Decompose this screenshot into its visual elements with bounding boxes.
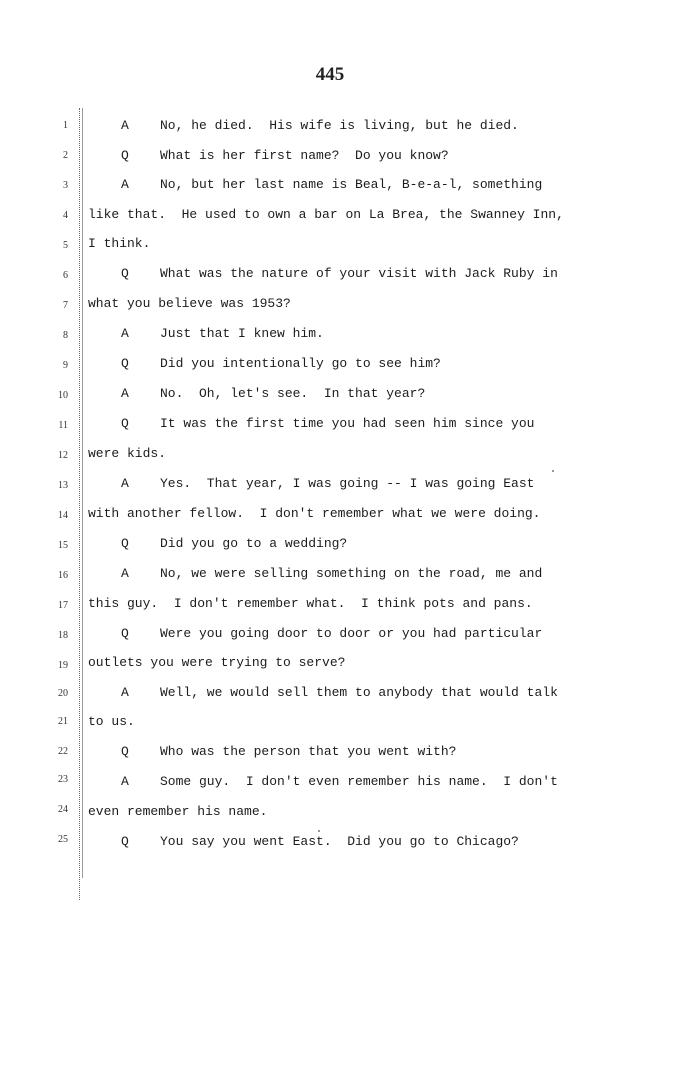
testimony-line: What was the nature of your visit with Jack Ruby in [160, 266, 558, 281]
speaker-label: A [121, 326, 129, 341]
speaker-label: A [121, 566, 129, 581]
line-number: 10 [58, 390, 68, 401]
margin-rule-line [82, 108, 83, 878]
page-number: 445 [315, 64, 345, 85]
speaker-label: Q [121, 626, 129, 641]
speaker-label: A [121, 476, 129, 491]
line-number: 13 [58, 480, 68, 491]
testimony-line: No. Oh, let's see. In that year? [160, 386, 426, 401]
line-number: 5 [63, 240, 68, 251]
line-number: 7 [63, 300, 68, 311]
line-number: 23 [58, 774, 68, 785]
line-number: 15 [58, 540, 68, 551]
testimony-continuation-line: this guy. I don't remember what. I think pots and pans. [88, 596, 533, 611]
line-number: 20 [58, 688, 68, 699]
testimony-line: You say you went East. Did you go to Chicago? [160, 834, 519, 849]
testimony-line: Well, we would sell them to anybody that would talk [160, 685, 558, 700]
speaker-label: A [121, 177, 129, 192]
testimony-line: Some guy. I don't even remember his name. I don't [160, 774, 558, 789]
speaker-label: Q [121, 266, 129, 281]
speaker-label: Q [121, 536, 129, 551]
line-number: 9 [63, 360, 68, 371]
testimony-line: No, but her last name is Beal, B-e-a-l, something [160, 177, 543, 192]
testimony-line: Did you go to a wedding? [160, 536, 348, 551]
line-number: 19 [58, 660, 68, 671]
line-number: 25 [58, 834, 68, 845]
testimony-continuation-line: what you believe was 1953? [88, 296, 291, 311]
line-number: 12 [58, 450, 68, 461]
testimony-line: What is her first name? Do you know? [160, 148, 449, 163]
testimony-line: Who was the person that you went with? [160, 744, 457, 759]
line-number: 24 [58, 804, 68, 815]
line-number: 18 [58, 630, 68, 641]
testimony-continuation-line: like that. He used to own a bar on La Brea, the Swanney Inn, [88, 207, 564, 222]
speaker-label: A [121, 386, 129, 401]
speaker-label: Q [121, 416, 129, 431]
speaker-label: A [121, 774, 129, 789]
testimony-line: No, we were selling something on the road, me and [160, 566, 543, 581]
testimony-line: Did you intentionally go to see him? [160, 356, 441, 371]
speaker-label: Q [121, 834, 129, 849]
testimony-continuation-line: with another fellow. I don't remember what we were doing. [88, 506, 541, 521]
scan-speck [552, 470, 554, 472]
speaker-label: A [121, 685, 129, 700]
line-number: 3 [63, 180, 68, 191]
speaker-label: A [121, 118, 129, 133]
testimony-line: Were you going door to door or you had particular [160, 626, 543, 641]
scan-speck [318, 830, 320, 832]
line-number: 1 [63, 120, 68, 131]
testimony-line: It was the first time you had seen him since you [160, 416, 535, 431]
speaker-label: Q [121, 356, 129, 371]
line-number: 16 [58, 570, 68, 581]
speaker-label: Q [121, 744, 129, 759]
line-number: 21 [58, 716, 68, 727]
line-number: 14 [58, 510, 68, 521]
testimony-line: Just that I knew him. [160, 326, 324, 341]
line-number: 4 [63, 210, 68, 221]
testimony-continuation-line: I think. [88, 236, 151, 251]
line-number: 2 [63, 150, 68, 161]
testimony-line: No, he died. His wife is living, but he died. [160, 118, 519, 133]
testimony-continuation-line: to us. [88, 714, 135, 729]
line-number: 11 [58, 420, 68, 431]
speaker-label: Q [121, 148, 129, 163]
testimony-continuation-line: even remember his name. [88, 804, 268, 819]
testimony-continuation-line: outlets you were trying to serve? [88, 655, 346, 670]
line-number: 22 [58, 746, 68, 757]
testimony-line: Yes. That year, I was going -- I was going East [160, 476, 535, 491]
line-number: 6 [63, 270, 68, 281]
margin-rule [79, 108, 80, 900]
line-number: 8 [63, 330, 68, 341]
line-number: 17 [58, 600, 68, 611]
testimony-continuation-line: were kids. [88, 446, 167, 461]
